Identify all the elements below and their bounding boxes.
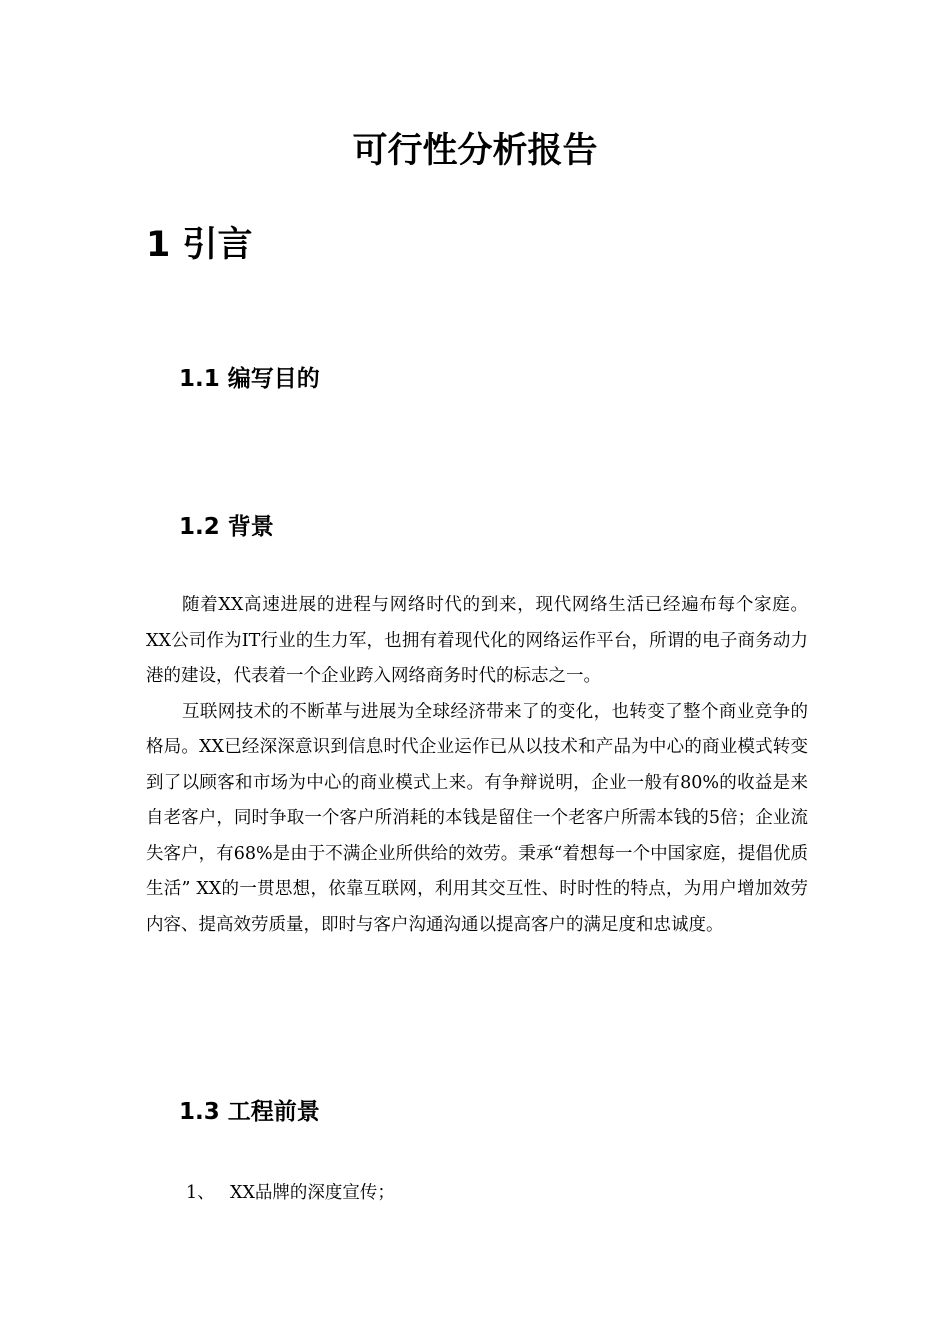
list-item — [186, 1178, 395, 1208]
subsection-number: 1.2 — [179, 514, 220, 540]
subsection-title: 编写目的 — [227, 366, 320, 392]
section-heading-introduction: 1 引言 — [146, 225, 253, 265]
subsection-number: 1.3 — [179, 1099, 220, 1125]
subsection-heading-purpose — [179, 364, 320, 394]
subsection-heading-background — [179, 512, 274, 542]
document-title: 可行性分析报告 — [352, 131, 598, 171]
background-body — [146, 588, 808, 943]
list-marker: 1、 — [186, 1183, 215, 1203]
subsection-title: 工程前景 — [227, 1099, 320, 1125]
background-paragraph: 随着XX高速进展的进程与网络时代的到来，现代网络生活已经遍布每个家庭。XX公司作为IT行业的生力军，也拥有着现代化的网络运作平台，所谓的电子商务动力港的建设，代表着一个企业跨入网络商务时代的标志之一。 — [146, 595, 808, 686]
subsection-heading-prospects — [179, 1097, 320, 1127]
subsection-number: 1.1 — [179, 366, 220, 392]
subsection-title: 背景 — [227, 514, 274, 540]
list-item-text: XX品牌的深度宣传； — [230, 1183, 395, 1203]
background-paragraph: 互联网技术的不断革与进展为全球经济带来了的变化，也转变了整个商业竞争的格局。XX已经深深意识到信息时代企业运作已从以技术和产品为中心的商业模式转变到了以顾客和市场为中心的商业模式上来。有争辩说明，企业一般有80%的收益是来自老客户，同时争取一个客户所消耗的本钱是留住一个老客户所需本钱的5倍；企业流失客户，有68%是由于不满企业所供给的效劳。秉承“着想每一个中国家庭，提倡优质生活” XX的一贯思想，依靠互联网，利用其交互性、时时性的特点，为用户增加效劳内容、提高效劳质量，即时与客户沟通沟通以提高客户的满足度和忠诚度。 — [146, 701, 808, 935]
